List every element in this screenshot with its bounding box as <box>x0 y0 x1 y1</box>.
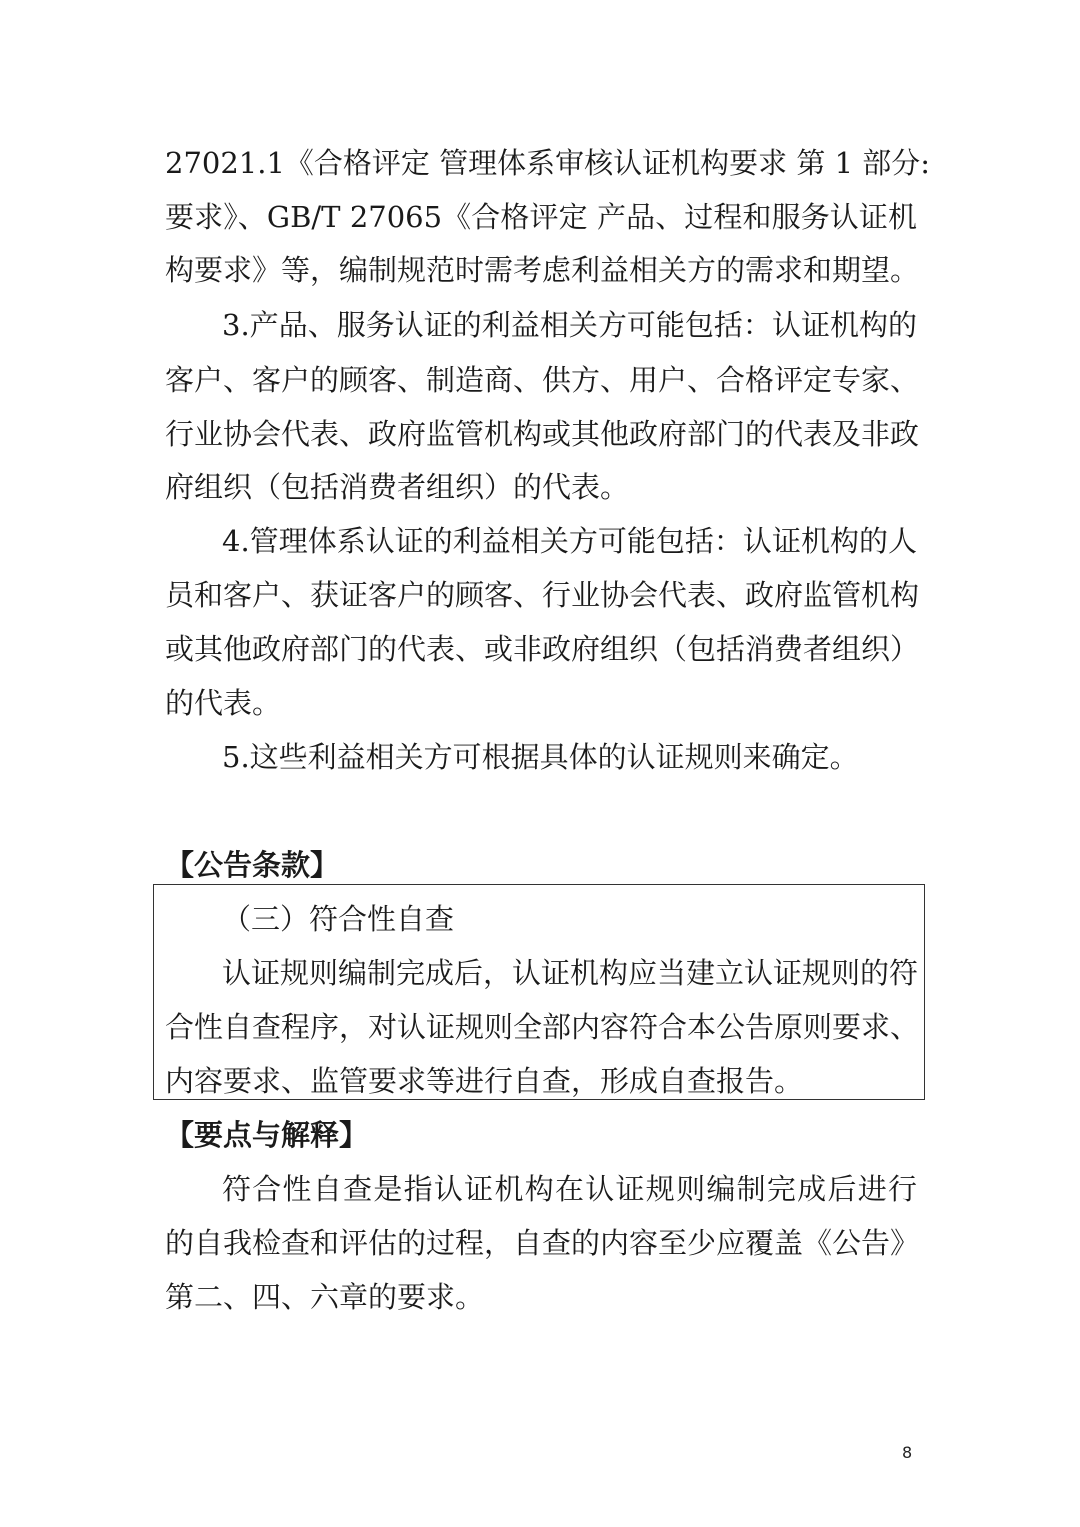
clause-line: 内容要求、监管要求等进行自查，形成自查报告。 <box>165 1064 804 1098</box>
item-4-line: 员和客户、获证客户的顾客、行业协会代表、政府监管机构 <box>165 578 920 612</box>
explanation-line: 符合性自查是指认证机构在认证规则编制完成后进行 <box>222 1172 917 1206</box>
item-4-line: 的代表。 <box>165 686 282 720</box>
paragraph-line: 要求》、GB/T 27065《合格评定 产品、过程和服务认证机 <box>165 200 917 234</box>
item-3-line: 客户、客户的顾客、制造商、供方、用户、合格评定专家、 <box>165 363 920 397</box>
explanation-line: 的自我检查和评估的过程，自查的内容至少应覆盖《公告》 <box>165 1226 920 1260</box>
item-4-line: 或其他政府部门的代表、或非政府组织（包括消费者组织） <box>165 632 920 666</box>
clause-line: 认证规则编制完成后，认证机构应当建立认证规则的符 <box>222 956 919 990</box>
paragraph-line: 构要求》等，编制规范时需考虑利益相关方的需求和期望。 <box>165 253 920 287</box>
paragraph-line: 27021.1《合格评定 管理体系审核认证机构要求 第 1 部分: <box>165 146 931 180</box>
item-5-line: 5.这些利益相关方可根据具体的认证规则来确定。 <box>222 740 859 774</box>
item-3-line: 行业协会代表、政府监管机构或其他政府部门的代表及非政 <box>165 417 920 451</box>
explanation-line: 第二、四、六章的要求。 <box>165 1280 485 1314</box>
explanation-heading: 【要点与解释】 <box>165 1118 369 1152</box>
item-3-line: 3.产品、服务认证的利益相关方可能包括：认证机构的 <box>222 308 917 342</box>
clause-line: 合性自查程序，对认证规则全部内容符合本公告原则要求、 <box>165 1010 920 1044</box>
item-3-line: 府组织（包括消费者组织）的代表。 <box>165 470 630 504</box>
item-4-line: 4.管理体系认证的利益相关方可能包括：认证机构的人 <box>222 524 917 558</box>
clause-subtitle: （三）符合性自查 <box>222 902 455 936</box>
page-number: 8 <box>902 1443 913 1462</box>
clause-heading: 【公告条款】 <box>165 848 340 882</box>
